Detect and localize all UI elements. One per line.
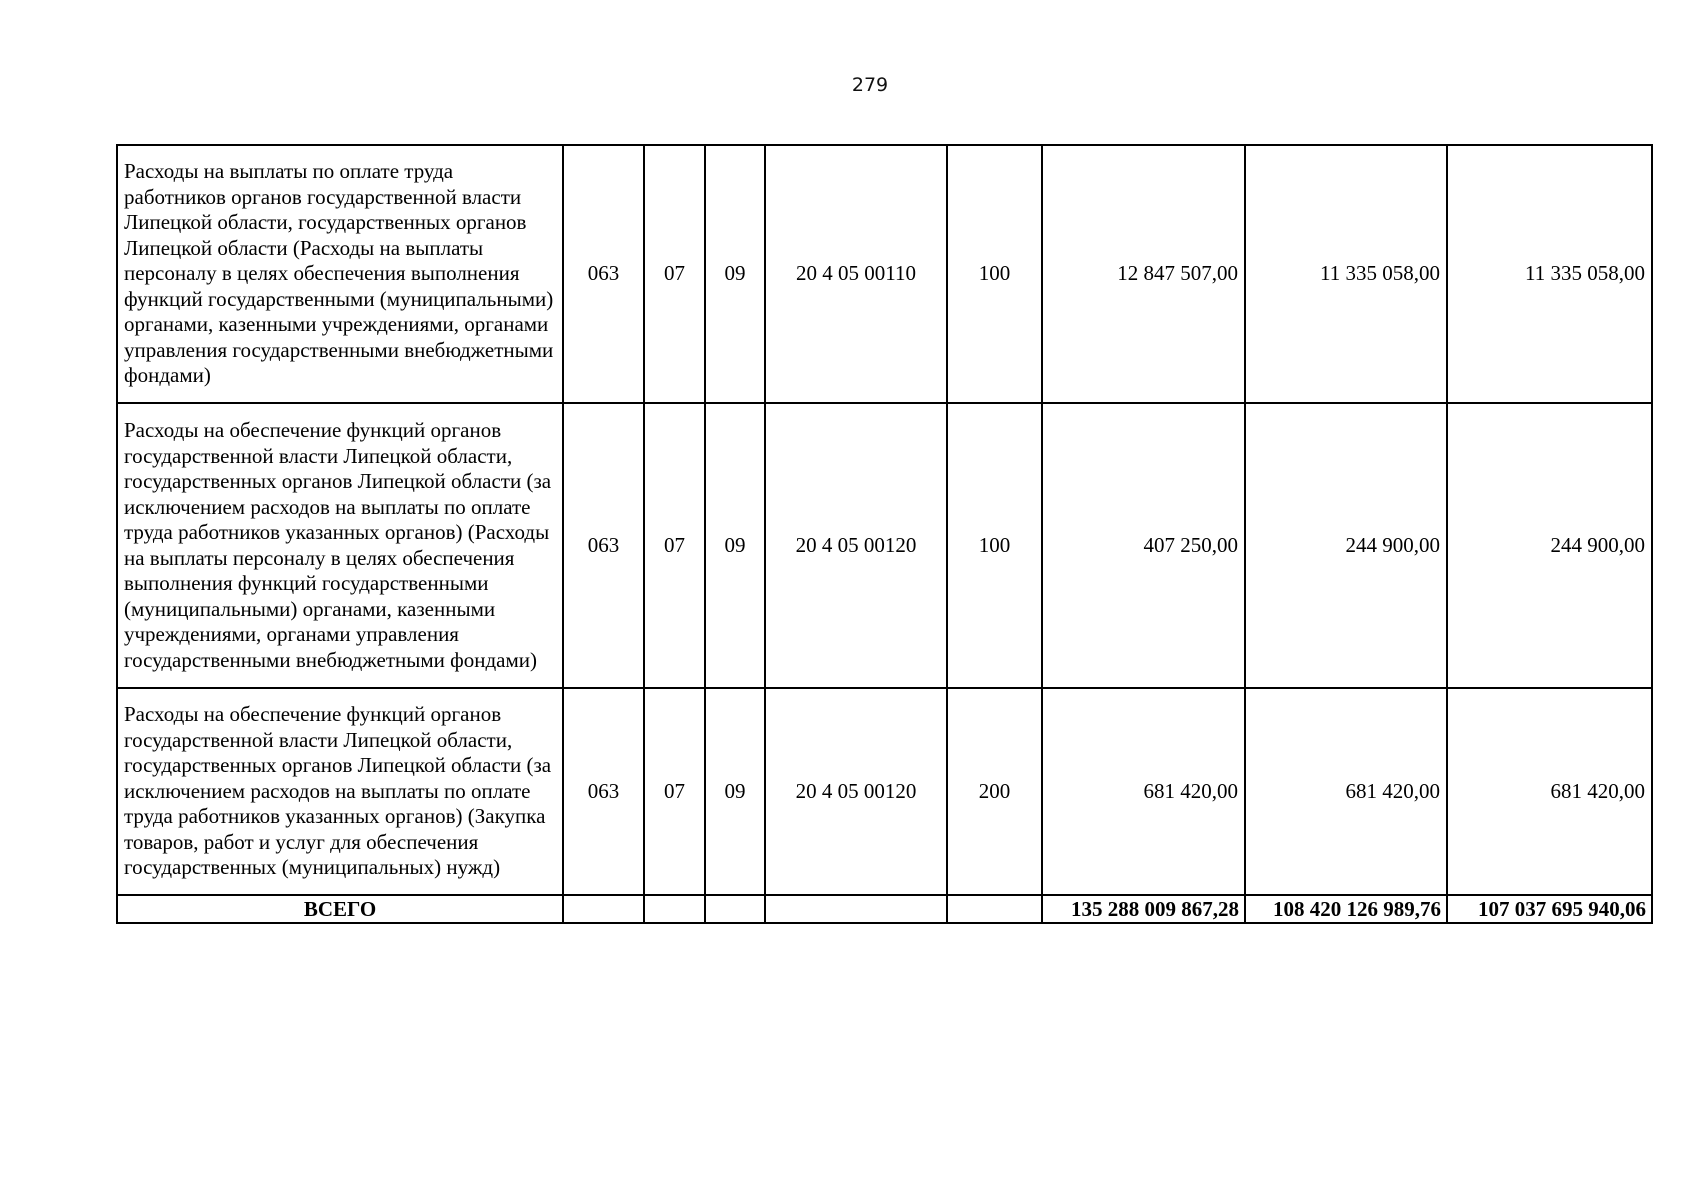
amount-year-2: 11 335 058,00	[1245, 145, 1447, 403]
table-row	[117, 403, 1652, 688]
section-code: 07	[644, 145, 705, 403]
subsection-code: 09	[705, 688, 765, 895]
empty-cell	[765, 895, 947, 923]
amount-year-2: 681 420,00	[1245, 688, 1447, 895]
total-amount-year-2: 108 420 126 989,76	[1245, 895, 1447, 923]
expense-type-code: 200	[947, 688, 1042, 895]
total-amount-year-1: 135 288 009 867,28	[1042, 895, 1245, 923]
amount-year-3: 11 335 058,00	[1447, 145, 1652, 403]
total-label: ВСЕГО	[117, 895, 563, 923]
ministry-code: 063	[563, 688, 644, 895]
page-number: 279	[851, 74, 889, 96]
target-article-code: 20 4 05 00120	[765, 688, 947, 895]
subsection-code: 09	[705, 145, 765, 403]
section-code: 07	[644, 688, 705, 895]
amount-year-3: 681 420,00	[1447, 688, 1652, 895]
row-description: Расходы на обеспечение функций органов государственной власти Липецкой области, государственных органов Липецкой области (за исключением расходов на выплаты по оплате труда работников указанных органов) (Расходы на выплаты персоналу в целях обеспечения выполнения функций государственными (муниципальными) органами, казенными учреждениями, органами управления государственными внебюджетными фондами)	[117, 403, 563, 688]
target-article-code: 20 4 05 00110	[765, 145, 947, 403]
ministry-code: 063	[563, 145, 644, 403]
target-article-code: 20 4 05 00120	[765, 403, 947, 688]
row-description: Расходы на выплаты по оплате труда работников органов государственной власти Липецкой области, государственных органов Липецкой области (Расходы на выплаты персоналу в целях обеспечения выполнения функций государственными (муниципальными) органами, казенными учреждениями, органами управления государственными внебюджетными фондами)	[117, 145, 563, 403]
row-description: Расходы на обеспечение функций органов государственной власти Липецкой области, государственных органов Липецкой области (за исключением расходов на выплаты по оплате труда работников указанных органов) (Закупка товаров, работ и услуг для обеспечения государственных (муниципальных) нужд)	[117, 688, 563, 895]
empty-cell	[705, 895, 765, 923]
empty-cell	[947, 895, 1042, 923]
expense-type-code: 100	[947, 403, 1042, 688]
amount-year-1: 407 250,00	[1042, 403, 1245, 688]
section-code: 07	[644, 403, 705, 688]
ministry-code: 063	[563, 403, 644, 688]
table-row	[117, 145, 1652, 403]
expense-type-code: 100	[947, 145, 1042, 403]
subsection-code: 09	[705, 403, 765, 688]
budget-table	[116, 144, 1653, 924]
amount-year-3: 244 900,00	[1447, 403, 1652, 688]
total-row	[117, 895, 1652, 923]
amount-year-1: 12 847 507,00	[1042, 145, 1245, 403]
amount-year-1: 681 420,00	[1042, 688, 1245, 895]
amount-year-2: 244 900,00	[1245, 403, 1447, 688]
empty-cell	[563, 895, 644, 923]
total-amount-year-3: 107 037 695 940,06	[1447, 895, 1652, 923]
empty-cell	[644, 895, 705, 923]
table-row	[117, 688, 1652, 895]
